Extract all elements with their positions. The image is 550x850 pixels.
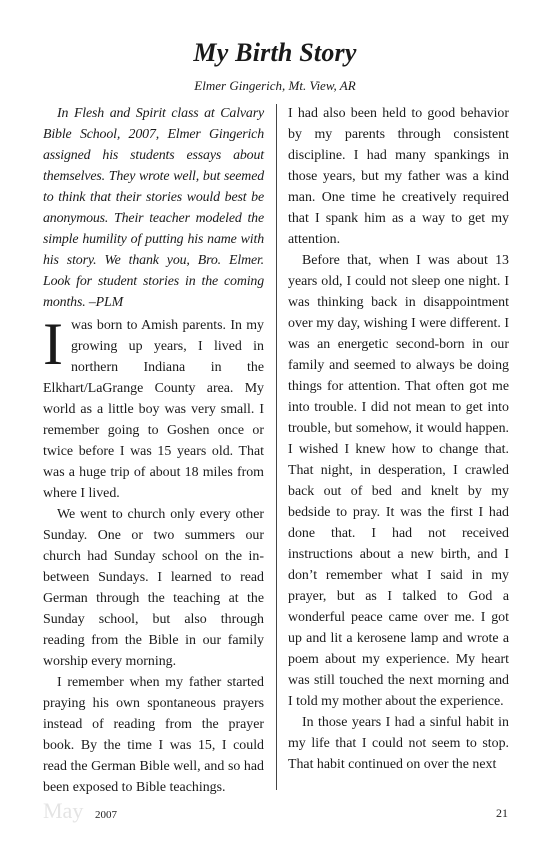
column-divider — [276, 104, 277, 790]
drop-cap-letter: I — [43, 311, 63, 377]
left-column — [43, 103, 264, 798]
body-paragraph-1 — [43, 311, 264, 504]
page-number: 21 — [496, 806, 508, 820]
body-paragraph-1-text: was born to Amish parents. In my growing up years, I lived in northern Indiana in the Elkhart/LaGrange County area. My world as a little boy was very small. I remember going to Goshen once or twice before I was 15 years old. That was a huge trip of about 18 miles from where I lived. — [43, 318, 264, 501]
article-byline: Elmer Gingerich, Mt. View, AR — [194, 78, 356, 93]
article-title: My Birth Story — [193, 38, 357, 67]
editor-intro: In Flesh and Spirit class at Calvary Bible School, 2007, Elmer Gingerich assigned his students essays about themselves. They wrote well, but seemed to think that their stories would best be anonymous. Their teacher modeled the simple humility of putting his name with his story. We thank you, Bro. Elmer. Look for student stories in the coming months. –PLM — [43, 106, 264, 310]
body-paragraph-4: I had also been held to good behavior by my parents through consistent discipline. I had many spankings in those years, but my father was a kind man. One time he creatively required that I spank him as a way to get my attention. — [288, 106, 509, 247]
body-paragraph-2: We went to church only every other Sunday. One or two summers our church had Sunday school on the in-between Sundays. I learned to read German through the teaching at the Sunday school, but also through reading from the Bible in our family worship every morning. — [43, 507, 264, 669]
body-paragraph-6: In those years I had a sinful habit in my life that I could not seem to stop. That habit continued on over the next — [288, 715, 509, 772]
body-paragraph-5: Before that, when I was about 13 years old, I could not sleep one night. I was thinking back in disappointment over my day, wishing I were different. I was an energetic second-born in our family and seemed to always be doing things for attention. That often got me into trouble. I did not mean to get into trouble, but somehow, it would happen. I wished I knew how to change that. That night, in desperation, I crawled back out of bed and knelt by my bedside to pray. It was the first I had done that. I had not received instructions about a new birth, and I don’t remember what I said in my prayer, but as I talked to God a wonderful peace came over me. I got up and lit a kerosene lamp and wrote a poem about my experience. My heart was still touched the next morning and I told my mother about the experience. — [288, 253, 509, 709]
footer-year: 2007 — [95, 809, 117, 821]
right-column — [288, 103, 509, 775]
body-paragraph-3: I remember when my father started praying his own spontaneous prayers instead of reading from the prayer book. By the time I was 15, I could read the German Bible well, and so had been exposed to Bible teachings. — [43, 675, 264, 795]
footer-month: May — [43, 798, 84, 823]
